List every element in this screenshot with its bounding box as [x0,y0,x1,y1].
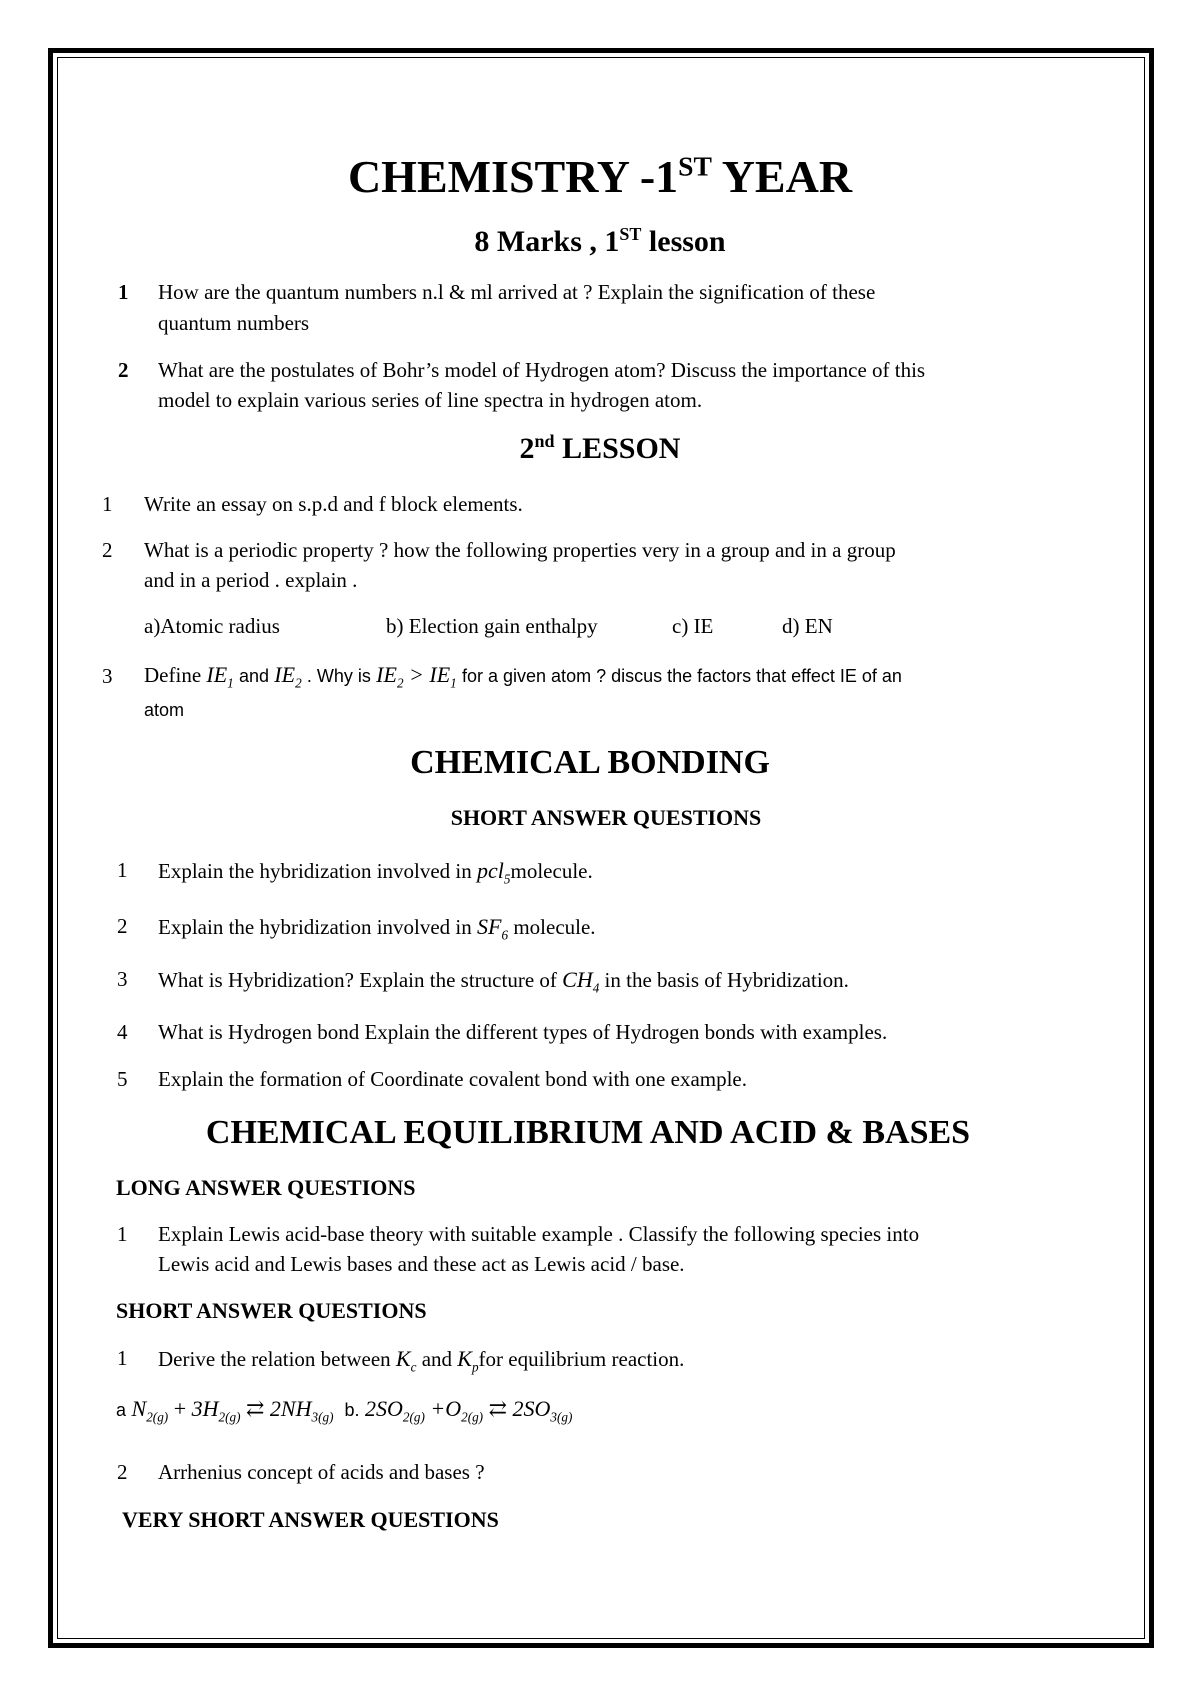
equilibrium-reactions: a $N_{2(g)} + 3H_{2(g)}$ ⇄ $2NH_{3(g)}$ b. $2SO_{2(g)} +O_{2(g)}$ ⇄ $2SO_{3(g)}$ [116,1396,573,1425]
question-text: model to explain various series of line spectra in hydrogen atom. [158,388,703,412]
question-text: What is a periodic property ? how the following properties very in a group and in a group [144,538,896,562]
page-title: CHEMISTRY -1ST YEAR [347,150,853,202]
option-d: d) EN [782,614,833,638]
lesson-heading: 2nd LESSON [519,431,681,465]
question-number: 1 [117,858,128,882]
question-text: Lewis acid and Lewis bases and these act as Lewis acid / base. [158,1252,685,1276]
subsection-heading: VERY SHORT ANSWER QUESTIONS [122,1507,499,1532]
question-text: atom [144,700,185,720]
question-text: Explain the formation of Coordinate covalent bond with one example. [158,1067,748,1091]
subsection-heading: LONG ANSWER QUESTIONS [116,1175,416,1200]
question-text: Write an essay on s.p.d and f block elements. [144,492,523,516]
question-number: 1 [117,1346,128,1370]
question-text: What is Hybridization? Explain the structure of $CH_4$ in the basis of Hybridization. [158,967,849,996]
question-text: quantum numbers [158,311,310,335]
section-subtitle: 8 Marks , 1ST lesson [474,224,726,258]
question-number: 1 [102,492,113,516]
question-number: 5 [117,1067,128,1091]
section-heading: CHEMICAL EQUILIBRIUM AND ACID & BASES [205,1114,971,1151]
option-a: a)Atomic radius [144,614,280,638]
option-b: b) Election gain enthalpy [386,614,598,638]
question-text: Explain Lewis acid-base theory with suitable example . Classify the following species into [158,1222,920,1246]
subsection-heading: SHORT ANSWER QUESTIONS [116,1298,427,1323]
option-c: c) IE [672,614,714,638]
question-text: Explain the hybridization involved in $SF_6$ molecule. [158,914,596,943]
question-text: What is Hydrogen bond Explain the different types of Hydrogen bonds with examples. [158,1020,888,1044]
question-number: 2 [117,914,128,938]
question-number: 2 [102,538,113,562]
section-heading: CHEMICAL BONDING [410,744,770,781]
question-number: 1 [118,280,129,304]
question-number: 3 [117,967,128,991]
question-number: 2 [118,358,129,382]
question-text: Define $IE_1$ and $IE_2$ . Why is $IE_2 > IE_1$ for a given atom ? discus the factors that effect IE of an [144,662,902,691]
question-number: 3 [102,664,113,688]
question-text: Explain the hybridization involved in pcl$_5$molecule. [158,858,593,887]
question-number: 4 [117,1020,128,1044]
question-number: 2 [117,1460,128,1484]
question-text: How are the quantum numbers n.l & ml arrived at ? Explain the signification of these [158,280,876,304]
subsection-heading: SHORT ANSWER QUESTIONS [450,805,762,830]
question-number: 1 [117,1222,128,1246]
question-text: Arrhenius concept of acids and bases ? [158,1460,485,1484]
question-text: and in a period . explain . [144,568,358,592]
question-text: Derive the relation between $K_c$ and $K_pfor$ equilibrium reaction. [158,1346,685,1375]
question-text: What are the postulates of Bohr’s model of Hydrogen atom? Discuss the importance of this [158,358,926,382]
